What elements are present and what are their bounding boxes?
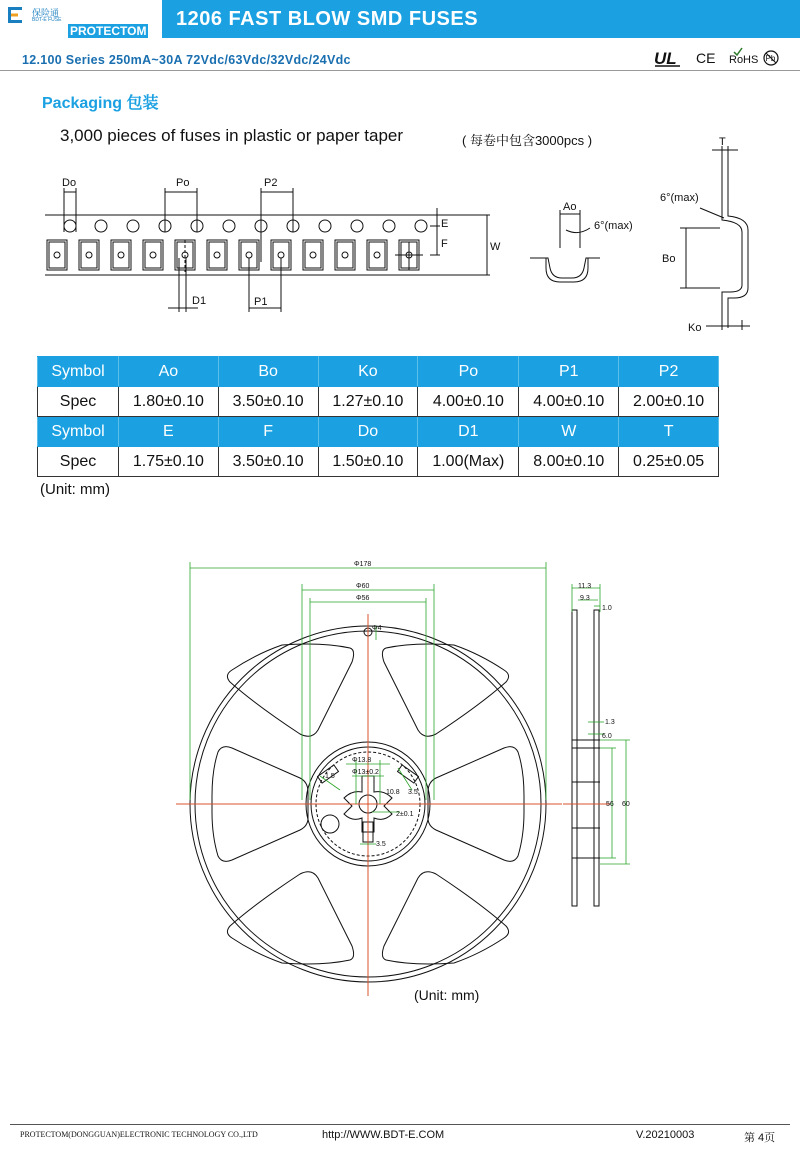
packaging-note: ( 每卷中包含3000pcs ) — [462, 133, 593, 148]
dim-2: 2±0.1 — [396, 811, 414, 818]
label-angle1: 6°(max) — [594, 220, 633, 232]
table-cell: Ko — [318, 357, 418, 387]
label-do: Do — [62, 177, 77, 189]
label-p1: P1 — [254, 296, 268, 308]
series-text: 12.100 Series 250mA~30A 72Vdc/63Vdc/32Vdc/24Vdc — [22, 53, 351, 67]
table-cell: 1.80±0.10 — [119, 387, 219, 417]
dim-1-5: 1.5 — [325, 773, 335, 780]
packaging-description: 3,000 pieces of fuses in plastic or paper taper — [60, 126, 404, 145]
dim-6-0: 6.0 — [602, 733, 612, 740]
page-title: 1206 FAST BLOW SMD FUSES — [176, 8, 479, 30]
footer-url-link[interactable]: http://WWW.BDT-E.COM — [322, 1129, 445, 1141]
reel-diagram — [150, 560, 650, 990]
table-row — [38, 447, 719, 477]
dim-3-5a: 3.5 — [408, 789, 418, 796]
pb-mark-text: Pb — [765, 54, 776, 63]
dim-d13: Φ13±0.2 — [352, 769, 379, 776]
dim-1-0: 1.0 — [602, 605, 612, 612]
dim-d178: Φ178 — [354, 561, 372, 568]
dim-56: 56 — [606, 801, 614, 808]
pb-free-icon — [764, 51, 778, 65]
certification-marks — [654, 46, 794, 70]
table-cell: P2 — [619, 357, 719, 387]
logo — [0, 0, 162, 38]
label-d1: D1 — [192, 295, 207, 307]
rohs-mark-icon — [729, 48, 758, 66]
table-cell: Ao — [119, 357, 219, 387]
table-cell: F — [218, 417, 318, 447]
table-cell: 4.00±0.10 — [519, 387, 619, 417]
company-wordmark: PROTECTOM — [70, 24, 147, 38]
packaging-title: Packaging 包装 — [42, 95, 159, 112]
label-ao: Ao — [563, 201, 577, 213]
label-e: E — [441, 218, 449, 230]
table-cell: Symbol — [38, 417, 119, 447]
label-ko: Ko — [688, 322, 702, 334]
footer-divider — [10, 1124, 790, 1125]
table-cell: Po — [418, 357, 519, 387]
table-unit-note: (Unit: mm) — [40, 481, 110, 498]
dim-r10-8: 10.8 — [386, 789, 400, 796]
table-cell: Spec — [38, 447, 119, 477]
dim-3-5b: 3.5 — [376, 841, 386, 848]
logo-mark-icon — [6, 4, 28, 26]
ul-mark-text: UL — [654, 49, 677, 68]
table-cell: D1 — [418, 417, 519, 447]
dim-11-3: 11.3 — [578, 583, 592, 590]
table-cell: P1 — [519, 357, 619, 387]
table-cell: Do — [318, 417, 418, 447]
table-cell: Spec — [38, 387, 119, 417]
dim-d56: Φ56 — [356, 595, 370, 602]
label-bo: Bo — [662, 253, 676, 265]
table-cell: 1.50±0.10 — [318, 447, 418, 477]
dim-1-3: 1.3 — [605, 719, 615, 726]
table-cell: 1.00(Max) — [418, 447, 519, 477]
footer-version: V.20210003 — [636, 1129, 695, 1141]
reel-axis-lines — [176, 614, 610, 996]
rohs-mark-text: RoHS — [729, 54, 759, 66]
spec-table — [37, 356, 719, 477]
footer-company: PROTECTOM(DONGGUAN)ELECTRONIC TECHNOLOGY CO.,LTD — [20, 1130, 258, 1139]
dim-d60: Φ60 — [356, 583, 370, 590]
logo-en-text: BDT-E FUSE — [32, 17, 62, 23]
dim-d13-8: Φ13.8 — [352, 757, 372, 764]
table-cell: 8.00±0.10 — [519, 447, 619, 477]
table-cell: 3.50±0.10 — [218, 387, 318, 417]
table-row — [38, 417, 719, 447]
dim-d4: Φ4 — [372, 625, 382, 632]
label-t: T — [719, 136, 726, 148]
table-cell: 0.25±0.05 — [619, 447, 719, 477]
reel-unit-note: (Unit: mm) — [414, 987, 480, 1003]
table-cell: 1.75±0.10 — [119, 447, 219, 477]
ce-mark-text: CE — [696, 50, 716, 66]
ul-mark-icon — [654, 49, 680, 68]
dim-9-3: 9.3 — [580, 595, 590, 602]
table-row — [38, 357, 719, 387]
label-w: W — [490, 241, 501, 253]
table-cell: Bo — [218, 357, 318, 387]
table-cell: 3.50±0.10 — [218, 447, 318, 477]
dim-60: 60 — [622, 801, 630, 808]
table-cell: 1.27±0.10 — [318, 387, 418, 417]
table-row — [38, 387, 719, 417]
table-cell: 2.00±0.10 — [619, 387, 719, 417]
table-cell: 4.00±0.10 — [418, 387, 519, 417]
reel-outline — [190, 610, 600, 982]
header-bar — [0, 0, 800, 38]
logo-cn-text: 保险通 — [32, 8, 60, 18]
table-cell: W — [519, 417, 619, 447]
label-f: F — [441, 238, 448, 250]
footer-page-number: 第 4页 — [744, 1132, 776, 1144]
label-p2: P2 — [264, 177, 278, 189]
sprocket-holes — [64, 220, 427, 232]
table-cell: T — [619, 417, 719, 447]
tape-pockets — [47, 240, 419, 270]
table-cell: Symbol — [38, 357, 119, 387]
label-angle2: 6°(max) — [660, 192, 699, 204]
table-cell: E — [119, 417, 219, 447]
label-po: Po — [176, 177, 190, 189]
